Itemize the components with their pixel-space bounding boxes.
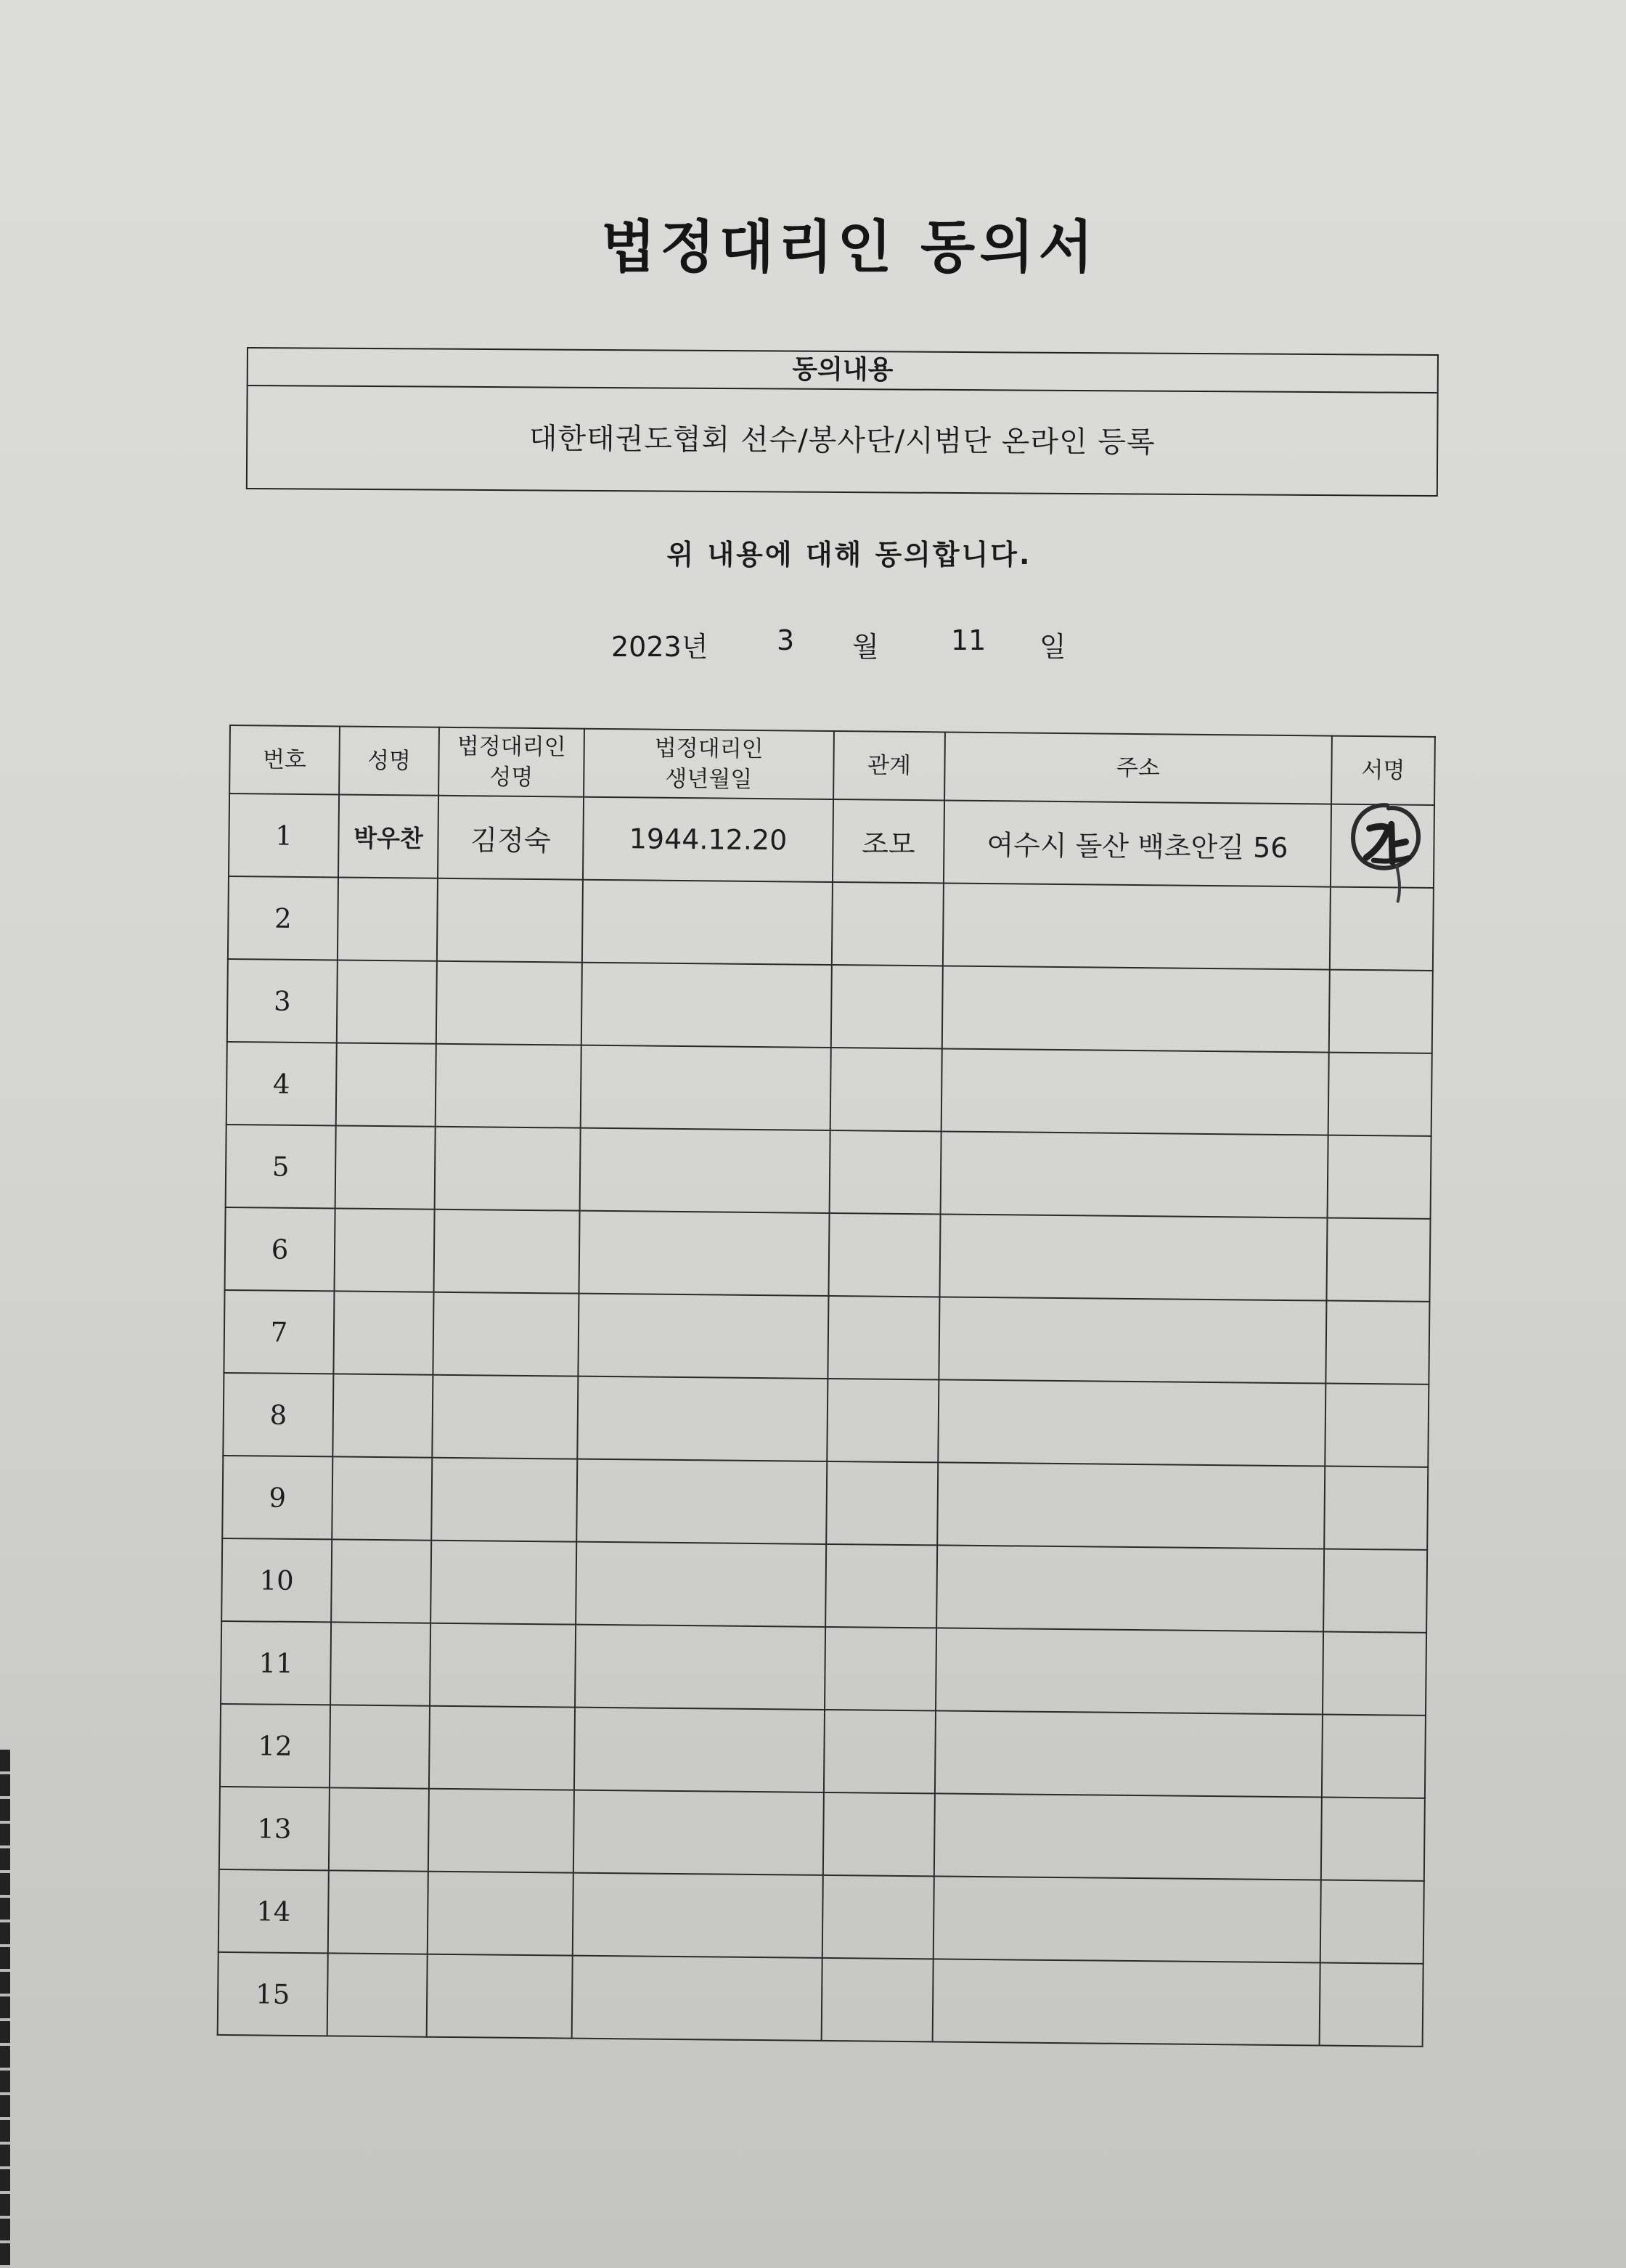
cell-address: [934, 1793, 1322, 1880]
cell-signature: [1325, 1301, 1429, 1384]
cell-number: 15: [218, 1952, 328, 2036]
cell-number: 5: [226, 1125, 336, 1208]
consent-box: [246, 347, 1439, 497]
cell-guardian-name: [436, 961, 582, 1045]
table-row: [220, 1704, 1426, 1798]
cell-signature: [1323, 1632, 1426, 1716]
cell-guardian-name: [435, 1127, 581, 1211]
cell-signature: [1323, 1549, 1427, 1633]
cell-number: 10: [221, 1538, 332, 1622]
cell-guardian-birth: [574, 1708, 825, 1792]
cell-guardian-name: [428, 1872, 573, 1956]
cell-guardian-birth: [577, 1376, 828, 1461]
cell-guardian-birth: [572, 1956, 822, 2041]
cell-guardian-birth: [581, 1045, 831, 1130]
cell-address: [939, 1214, 1327, 1300]
date-month: 3: [777, 624, 795, 656]
cell-name: [331, 1539, 431, 1623]
cell-name: 박우찬: [338, 794, 438, 878]
cell-relation: [830, 1130, 941, 1214]
cell-address: [941, 1048, 1329, 1135]
cell-guardian-name: [430, 1623, 576, 1708]
date-year: 2023년: [611, 631, 708, 663]
cell-guardian-name: [434, 1210, 580, 1294]
cell-address: [941, 1131, 1328, 1217]
cell-address: [933, 1876, 1321, 1962]
cell-relation: [828, 1296, 939, 1379]
table-row: [225, 1207, 1431, 1302]
consent-header: 동의내용: [248, 348, 1437, 393]
cell-guardian-name: [432, 1375, 578, 1459]
header-name: 성명: [339, 726, 439, 795]
cell-guardian-birth: [576, 1459, 827, 1544]
cell-relation: [831, 965, 943, 1048]
table-row: [221, 1621, 1426, 1716]
cell-guardian-birth: [580, 1128, 830, 1213]
cell-number: 12: [220, 1704, 330, 1787]
cell-name: [330, 1705, 430, 1788]
table-row: [226, 1042, 1432, 1136]
cell-signature: [1326, 1218, 1430, 1302]
cell-guardian-birth: [573, 1790, 824, 1875]
header-guardian-name-line1: 법정대리인: [457, 733, 566, 761]
cell-address: [937, 1462, 1325, 1549]
header-address: 주소: [944, 732, 1332, 804]
cell-address: [943, 883, 1331, 969]
cell-guardian-birth: [579, 1211, 829, 1296]
header-guardian-name-line2: 성명: [489, 764, 534, 791]
cell-relation: [832, 882, 944, 966]
handwritten-signature-mark: [1344, 799, 1432, 909]
header-guardian-birth: [584, 729, 834, 799]
cell-name: [335, 1125, 436, 1209]
cell-address: [939, 1297, 1326, 1383]
cell-signature: [1324, 1467, 1428, 1550]
cell-relation: [828, 1213, 940, 1297]
cell-name: [327, 1953, 428, 2036]
cell-name: [329, 1787, 429, 1871]
cell-guardian-name: [433, 1292, 579, 1376]
cell-guardian-birth: [582, 880, 833, 965]
cell-name: [328, 1870, 428, 1954]
cell-guardian-name: [429, 1706, 575, 1790]
cell-number: 13: [219, 1787, 330, 1870]
consent-body: 대한태권도협회 선수/봉사단/시범단 온라인 등록: [528, 422, 1156, 460]
header-guardian-birth-line1: 법정대리인: [654, 735, 764, 763]
cell-relation: [822, 1958, 933, 2041]
cell-name: [330, 1622, 430, 1705]
table-row: [223, 1373, 1429, 1467]
table-row: [228, 876, 1434, 971]
cell-signature: [1331, 804, 1434, 888]
table-header-row: [229, 725, 1435, 805]
cell-guardian-name: [428, 1789, 574, 1873]
cell-number: 6: [225, 1207, 335, 1291]
cell-number: 8: [223, 1373, 333, 1456]
table-row: [218, 1952, 1423, 2047]
table-row: [222, 1456, 1428, 1550]
header-relation: 관계: [833, 731, 945, 800]
cell-signature: [1321, 1798, 1425, 1881]
cell-number: 14: [218, 1869, 329, 1953]
header-guardian-birth-line2: 생년월일: [665, 765, 753, 793]
background-edge: [0, 1750, 10, 2268]
cell-number: 7: [224, 1290, 334, 1374]
cell-name: [332, 1374, 433, 1457]
cell-signature: [1328, 1053, 1432, 1136]
cell-signature: [1320, 1963, 1423, 2047]
cell-number: 3: [227, 959, 338, 1043]
table-row: [221, 1538, 1427, 1633]
header-number: 번호: [229, 725, 340, 794]
cell-relation: [825, 1627, 936, 1710]
date-day: 11: [951, 624, 986, 656]
document-title: 법정대리인 동의서: [601, 215, 1098, 280]
cell-guardian-name: 김정숙: [438, 796, 584, 880]
cell-guardian-birth: [576, 1542, 826, 1627]
table-row: [224, 1290, 1429, 1384]
cell-address: 여수시 돌산 백초안길 56: [944, 800, 1331, 886]
cell-name: [335, 1208, 435, 1292]
cell-guardian-name: [430, 1541, 576, 1625]
cell-relation: [830, 1048, 942, 1131]
cell-guardian-name: [437, 878, 583, 963]
cell-address: [942, 966, 1330, 1052]
cell-signature: [1329, 970, 1433, 1053]
cell-address: [936, 1545, 1324, 1631]
cell-number: 1: [229, 794, 339, 877]
cell-number: 11: [221, 1621, 331, 1705]
cell-guardian-birth: [578, 1294, 828, 1379]
cell-number: 4: [226, 1042, 337, 1125]
cell-number: 2: [228, 876, 338, 960]
cell-number: 9: [222, 1456, 332, 1539]
cell-guardian-name: [427, 1954, 573, 2039]
cell-relation: 조모: [833, 799, 944, 883]
cell-address: [935, 1710, 1323, 1797]
agreement-statement: 위 내용에 대해 동의합니다.: [666, 539, 1032, 571]
header-signature: 서명: [1331, 736, 1435, 805]
table-row: [229, 794, 1434, 888]
cell-relation: [826, 1461, 938, 1545]
cell-name: [336, 1043, 436, 1126]
cell-relation: [825, 1544, 937, 1628]
cell-guardian-birth: [581, 963, 832, 1048]
cell-signature: [1322, 1715, 1426, 1798]
cell-signature: [1328, 1135, 1431, 1219]
cell-address: [933, 1959, 1320, 2045]
date-day-unit: 일: [1039, 631, 1066, 663]
cell-guardian-birth: 1944.12.20: [583, 797, 833, 882]
table-row: [227, 959, 1433, 1053]
cell-address: [936, 1628, 1323, 1714]
table-row: [219, 1787, 1425, 1881]
cell-guardian-name: [436, 1044, 581, 1128]
cell-relation: [827, 1379, 939, 1462]
date-month-unit: 월: [852, 631, 879, 663]
cell-name: [338, 877, 438, 960]
cell-name: [332, 1456, 432, 1540]
cell-guardian-name: [431, 1458, 577, 1542]
cell-address: [938, 1379, 1325, 1466]
cell-relation: [822, 1875, 934, 1959]
cell-signature: [1325, 1384, 1429, 1467]
cell-guardian-birth: [575, 1625, 825, 1710]
guardian-table: [217, 725, 1436, 2047]
cell-relation: [824, 1710, 936, 1793]
cell-name: [333, 1291, 433, 1374]
header-guardian-name: [438, 727, 584, 797]
cell-relation: [823, 1792, 935, 1876]
cell-guardian-birth: [573, 1873, 823, 1958]
cell-name: [337, 960, 437, 1043]
cell-signature: [1320, 1880, 1424, 1964]
table-row: [226, 1125, 1431, 1219]
table-row: [218, 1869, 1424, 1964]
